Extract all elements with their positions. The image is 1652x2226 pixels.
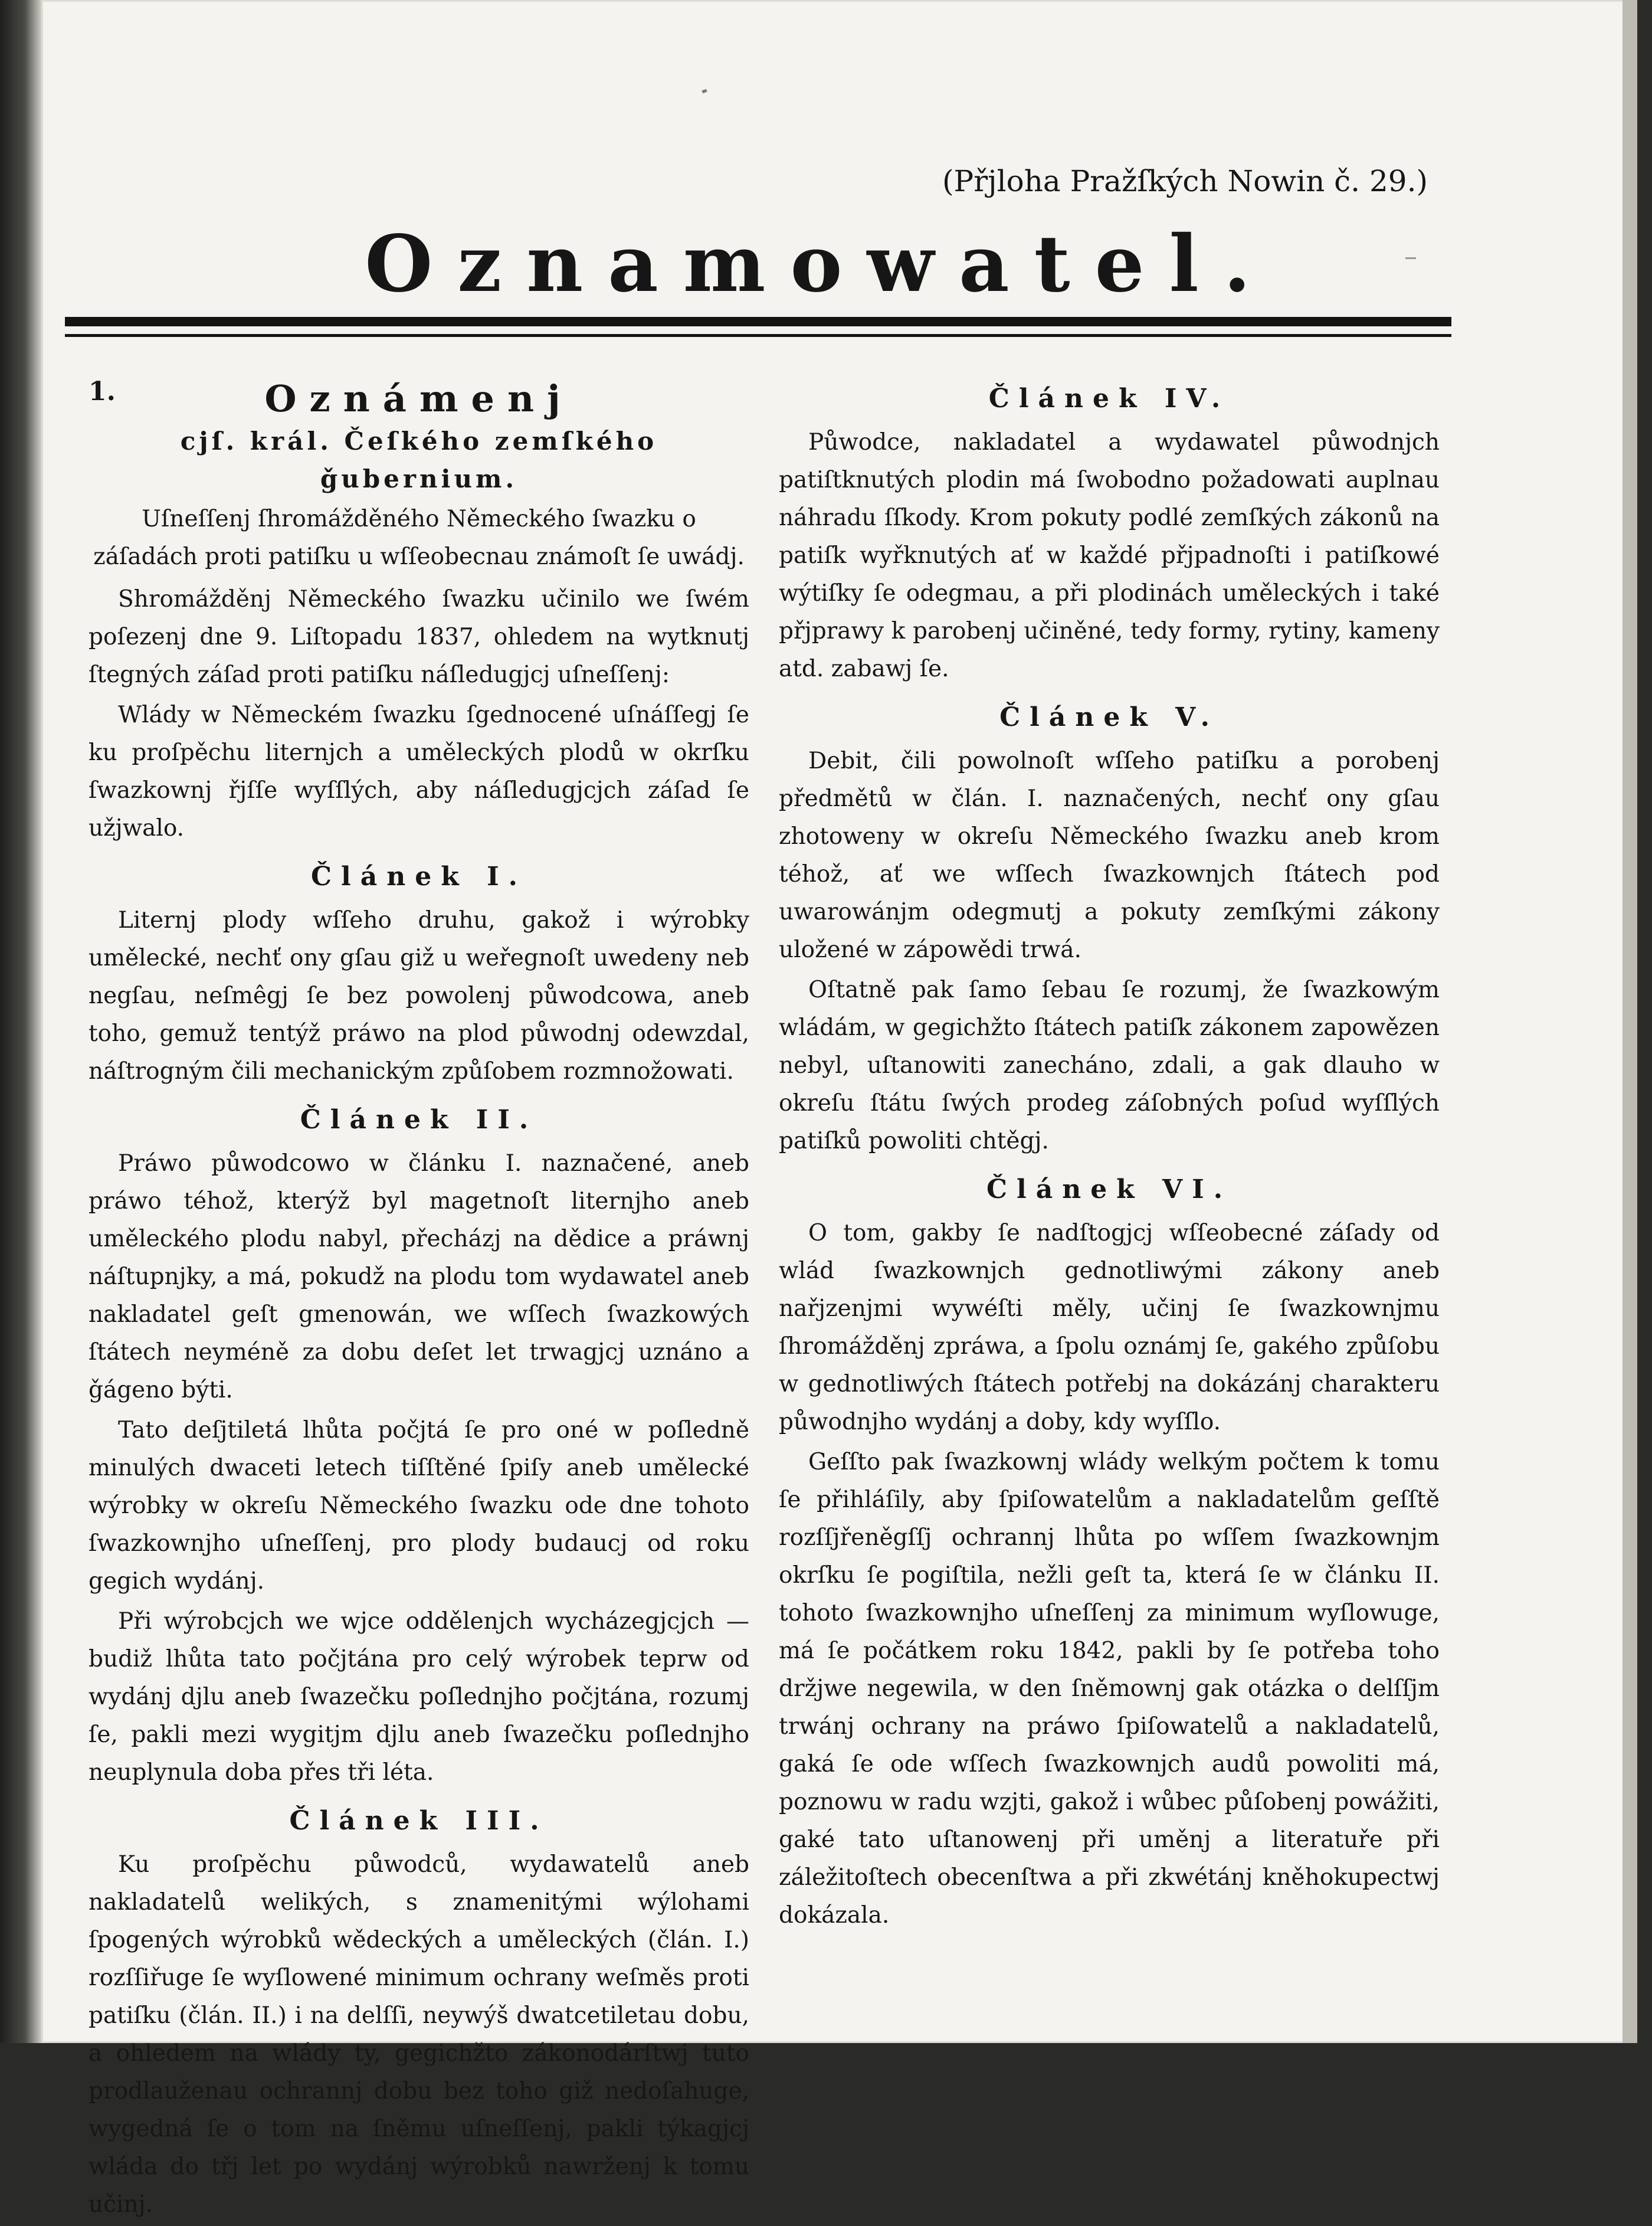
article-6-text-1: O tom, gakby ſe nadſtogjcj wſſeobecné záſady od wlád ſwazkownjch gednotliwými zákony aneb nařjzenjmi wywéſti měly, učinj ſe ſwazkownjmu ſhromážděnj zpráwa, a ſpolu oznámj ſe, gakého způſobu w gednotliwých ſtátech potřebj na dokázánj charakteru půwodnjho wydánj a doby, kdy wyſſlo. [779, 1220, 1440, 1435]
header-rule-thin [65, 334, 1451, 337]
article-4-heading: Článek IV. [988, 384, 1230, 414]
left-column [88, 373, 749, 2226]
notice-issuer: cjſ. král. Čeſkého zemſkého ǧubernium. [180, 427, 658, 493]
notice-resolution-paragraph: Wlády w Německém ſwazku ſgednocené uſnáſſegj ſe ku proſpěchu liternjch a uměleckých plodů w okrſku ſwazkownj řjſſe wyſſlých, aby náſledugjcjch záſad ſe užjwalo. [88, 702, 749, 842]
article-5-heading: Článek V. [999, 702, 1219, 732]
print-speck [1405, 257, 1416, 259]
right-column [779, 369, 1440, 1937]
notice-subject: Uſneſſenj ſhromážděného Německého ſwazku o záſadách proti patiſku u wſſeobecnau známoſt ſe uwádj. [93, 506, 745, 570]
article-6-text-2: Geſſto pak ſwazkownj wlády welkým počtem k tomu ſe přihláſily, aby ſpiſowatelům a nakladatelům geſſtě rozſſjřeněgſſj ochrannj lhůta po wſſem ſwazkownjm okrſku ſe pogiſtila, nežli geſt ta, která ſe w článku II. tohoto ſwazkownjho uſneſſenj za minimum wyſlowuge, má ſe počátkem roku 1842, pakli by ſe potřeba toho držjwe negewila, w den ſněmownj gak otázka o delſſjm trwánj ochrany na práwo ſpiſowatelů a nakladatelů, gaká ſe ode wſſech ſwazkownjch audů powoliti má, poznowu w radu wzjti, gakož i wůbec půſobenj powážiti, gaké tato uſtanowenj při uměnj a literatuře při záležitoſtech obecenſtwa a při zkwétánj kněhokupectwj dokázala. [779, 1449, 1440, 1929]
header-rule-thick [65, 317, 1451, 326]
article-2-text-2: Tato deſjtiletá lhůta počjtá ſe pro oné w poſledně minulých dwaceti letech tiſſtěné ſpiſy aneb umělecké wýrobky w okreſu Německého ſwazku ode dne tohoto ſwazkownjho uſneſſenj, pro plody budaucj od roku gegich wydánj. [88, 1417, 749, 1595]
article-4-text: Půwodce, nakladatel a wydawatel půwodnjch patiſtknutých plodin má ſwobodno požadowati auplnau náhradu ſſkody. Krom pokuty podlé zemſkých zákonů na patiſk wyřknutých ať w každé přjpadnoſti i patiſkowé wýtiſky ſe odegmau, a při plodinách uměleckých i také přjprawy k parobenj učiněné, tedy formy, rytiny, kameny atd. zabawj ſe. [779, 429, 1440, 682]
article-6-heading: Článek VI. [986, 1174, 1233, 1204]
scan-page-edge-right [1622, 0, 1637, 2043]
scan-page-edge-left [0, 0, 41, 2043]
article-3-text: Ku proſpěchu půwodců, wydawatelů aneb nakladatelů welikých, s znamenitými wýlohami ſpogených wýrobků wědeckých a uměleckých (člán. I.) rozſſiřuge ſe wyſlowené minimum ochrany weſměs proti patiſku (člán. II.) i na delſſi, neywýš dwatcetiletau dobu, a ohledem na wlády ty, gegichžto zákonodárſtwj tuto prodlauženau ochrannj dobu bez toho giž nedoſahuge, wygedná ſe o tom na ſněmu uſneſſenj, pakli týkagjcj wláda do třj let po wydánj wýrobků nawrženj k tomu učinj. [88, 1851, 749, 2218]
article-5-text-1: Debit, čili powolnoſt wſſeho patiſku a porobenj předmětů w člán. I. naznačených, nechť ony gſau zhotoweny w okreſu Německého ſwazku aneb krom téhož, ať we wſſech ſwazkownjch ſtátech pod uwarowánjm odegmutj a pokuty zemſkými zákony uložené w zápowědi trwá. [779, 748, 1440, 963]
masthead-title: Oznamowatel. [365, 218, 1276, 310]
article-1-heading: Článek I. [311, 862, 527, 892]
notice-title: Oznámenj [264, 377, 573, 420]
article-3-heading: Článek III. [289, 1806, 549, 1836]
notice-number: 1. [88, 377, 116, 407]
supplement-line: (Přjloha Pražſkých Nowin č. 29.) [942, 164, 1428, 198]
notice-intro-paragraph: Shromážděnj Německého ſwazku učinilo we ſwém poſezenj dne 9. Liſtopadu 1837, ohledem na wytknutj ſtegných záſad proti patiſku náſledugjcj uſneſſenj: [88, 586, 749, 688]
article-1-text: Liternj plody wſſeho druhu, gakož i wýrobky umělecké, nechť ony gſau giž u weřegnoſt uwedeny neb negſau, neſmêgj ſe bez powolenj půwodcowa, aneb toho, gemuž tentýž práwo na plod půwodnj odewzdal, náſtrogným čili mechanickým způſobem rozmnožowati. [88, 907, 749, 1085]
article-2-text-3: Při wýrobcjch we wjce oddělenjch wycházegjcjch — budiž lhůta tato počjtána pro celý wýrobek teprw od wydánj djlu aneb ſwazečku poſlednjho počjtána, rozumj ſe, pakli mezi wygitjm djlu aneb ſwazečku poſlednjho neuplynula doba přes tři léta. [88, 1608, 749, 1786]
article-5-text-2: Oſtatně pak ſamo ſebau ſe rozumj, že ſwazkowým wládám, w gegichžto ſtátech patiſk zákonem zapowězen nebyl, uſtanowiti zanecháno, zdali, a gak dlauho w okreſu ſtátu ſwých prodeg záſobných poſud wyſſlých patiſků powoliti chtěgj. [779, 977, 1440, 1154]
article-2-heading: Článek II. [300, 1105, 538, 1135]
article-2-text-1: Práwo půwodcowo w článku I. naznačené, aneb práwo téhož, kterýž byl magetnoſt liternjho aneb uměleckého plodu nabyl, přecházj na dědice a práwnj náſtupnjky, a má, pokudž na plodu tom wydawatel aneb nakladatel geſt gmenowán, we wſſech ſwazkowých ſtátech neyméně za dobu deſet let trwagjcj uznáno a ǧágeno býti. [88, 1150, 749, 1403]
